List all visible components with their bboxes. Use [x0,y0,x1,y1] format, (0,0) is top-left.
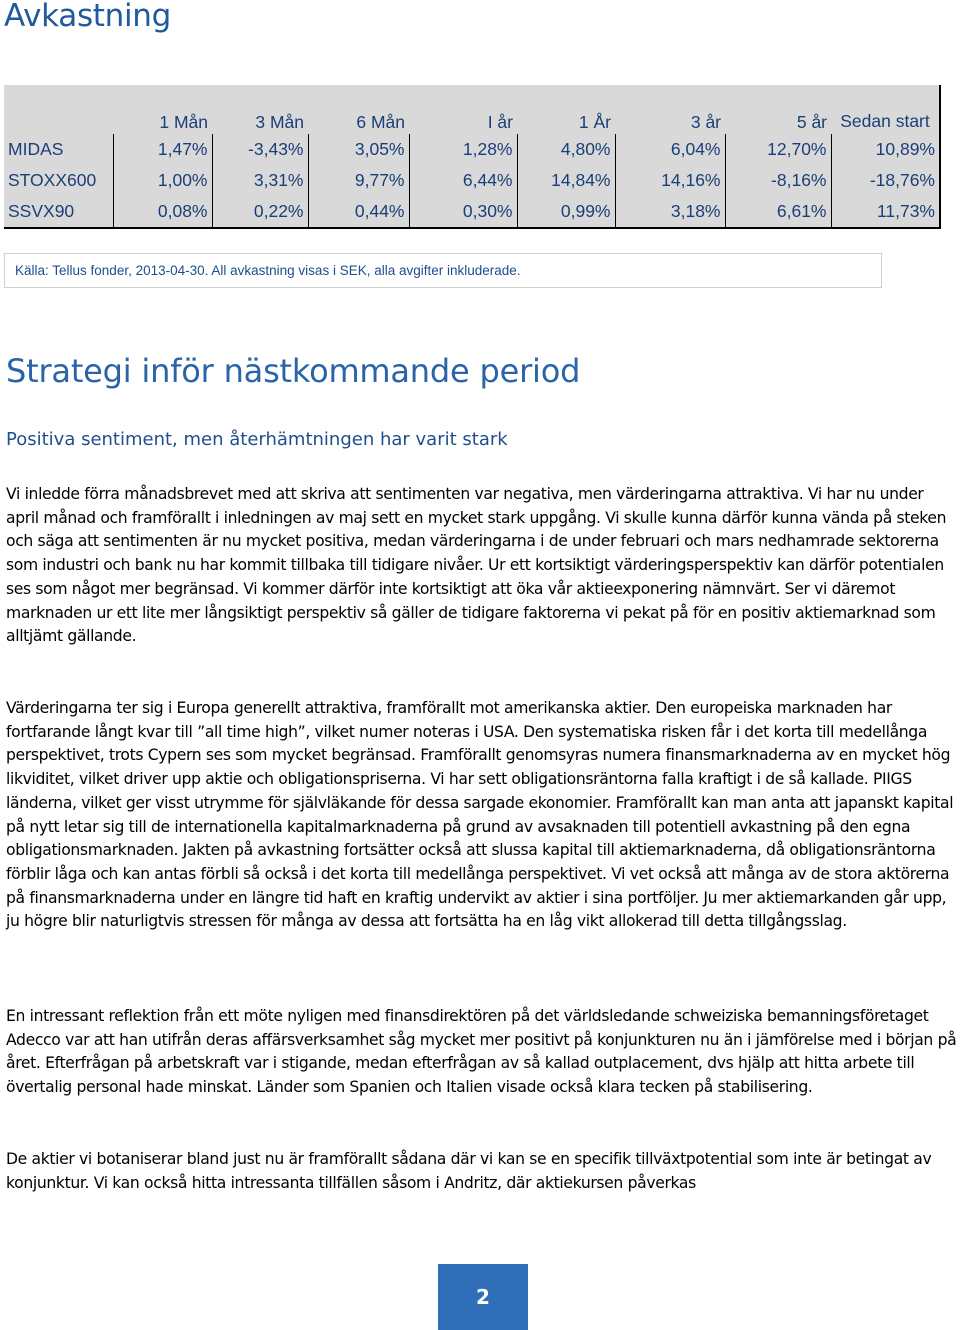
table-cell: 6,61% [725,197,831,228]
column-header: 3 år [690,111,721,132]
table-cell: 3,05% [308,134,409,165]
returns-table [4,85,941,229]
section-heading: Strategi inför nästkommande period [6,352,581,390]
source-note: Källa: Tellus fonder, 2013-04-30. All avkastning visas i SEK, alla avgifter inkluderade. [4,253,882,288]
table-cell: 1,00% [113,165,212,196]
table-cell: 14,16% [615,165,725,196]
row-name: STOXX600 [8,170,97,191]
table-cell: 12,70% [725,134,831,165]
table-cell: 0,44% [308,197,409,228]
body-paragraph: En intressant reflektion från ett möte nyligen med finansdirektören på det världsledande schweiziska bemanningsföretaget Adecco var att han utifrån deras affärsverksamhet såg mycket mer positivt på konjunkturen nu än i jämförelse med i början på året. Efterfrågan på arbetskraft var i stigande, medan efterfrågan av så kallad outplacement, dvs hjälp att hitta arbete till övertalig personal hade minskat. Länder som Spanien och Italien visade också klara tecken på stabilisering. [6,1007,957,1097]
body-paragraph: Värderingarna ter sig i Europa generellt attraktiva, framförallt mot amerikanska aktier. Den europeiska marknaden har fortfarande långt kvar till ”all time high”, vilket numer noteras i USA. Den systematiska risken får i det korta till medellånga perspektivet, trots Cypern ses som mycket begränsad. Framförallt genomsyras numera finansmarknaderna av en mycket hög likviditet, vilket driver upp aktie och obligationspriserna. Vi har sett obligationsräntorna falla kraftigt i de så kallade. PIIGS länderna, vilket ger visst utrymme för självläkande för dessa sargade ekonomier. Framförallt kan man anta att japanskt kapital på nytt letar sig till de internationella kapitalmarknaderna på grund av avsaknaden till potentiell avkastning på den egna obligationsmarknaden. Jakten på avkastning fortsätter också att slussa kapital till aktiemarknaderna, då obligationsräntorna förblir låga och kan antas förbli så också i det korta till medellånga perspektivet. Vi vet också att många av de stora aktörerna på finansmarknaderna under en längre tid haft en kraftig undervikt av aktier i sina portföljer. Ju mer aktiemarkanden går upp, ju högre blir naturligtvis stressen för många av dessa att fortsätta ha en låg vikt allokerad till detta tillgångsslag. [6,699,954,931]
table-cell: 1,28% [409,134,517,165]
table-row [4,134,940,165]
table-row [4,165,940,196]
table-cell: -3,43% [212,134,308,165]
section-subheading: Positiva sentiment, men återhämtningen har varit stark [6,429,508,450]
table-cell: 4,80% [517,134,615,165]
table-header-row [4,85,940,134]
table-cell: 0,22% [212,197,308,228]
table-cell: 0,08% [113,197,212,228]
column-header: 3 Mån [255,111,304,132]
table-cell: 9,77% [308,165,409,196]
table-cell: 10,89% [831,134,940,165]
table-cell: 3,18% [615,197,725,228]
column-header: 5 år [796,111,827,132]
table-cell: 1,47% [113,134,212,165]
table-cell: 0,30% [409,197,517,228]
row-name: SSVX90 [8,201,75,222]
page-number-badge: 2 [438,1264,528,1330]
table-row [4,197,940,228]
row-name: MIDAS [8,138,64,159]
header-corner [4,85,113,134]
column-header: I år [487,111,513,132]
column-header: 6 Mån [356,111,405,132]
column-header: 1 År [578,111,611,132]
table-cell: 11,73% [831,197,940,228]
table-cell: -18,76% [831,165,940,196]
table-cell: 6,44% [409,165,517,196]
column-header: Sedan start [840,110,930,131]
body-paragraph: Vi inledde förra månadsbrevet med att skriva att sentimenten var negativa, men värderingarna attraktiva. Vi har nu under april månad och framförallt i inledningen av maj sett en mycket stark uppgång. Vi skulle kunna därför kunna vända på steken och säga att sentimenten är nu mycket positiva, medan värderingarna i de under februari och mars nedhamrade sektorerna som industri och bank nu har kommit tillbaka till tidigare nivåer. Ur ett kortsiktigt värderingsperspektiv kan därför potentialen ses som något mer begränsad. Vi kommer därför inte kortsiktigt att öka vår aktieexponering nämnvärt. Ser vi däremot marknaden ur ett lite mer långsiktigt perspektiv så gäller de tidigare faktorerna vi pekat på för en positiv aktiemarknad som alltjämt gällande. [6,485,947,646]
column-header: 1 Mån [159,111,208,132]
table-cell: -8,16% [725,165,831,196]
table-cell: 3,31% [212,165,308,196]
table-cell: 0,99% [517,197,615,228]
table-cell: 6,04% [615,134,725,165]
table-cell: 14,84% [517,165,615,196]
body-paragraph: De aktier vi botaniserar bland just nu är framförallt sådana där vi kan se en specifik tillväxtpotential som inte är betingat av konjunktur. Vi kan också hitta intressanta tillfällen såsom i Andritz, där aktiekursen påverkas [6,1150,932,1192]
page-heading: Avkastning [4,0,172,34]
